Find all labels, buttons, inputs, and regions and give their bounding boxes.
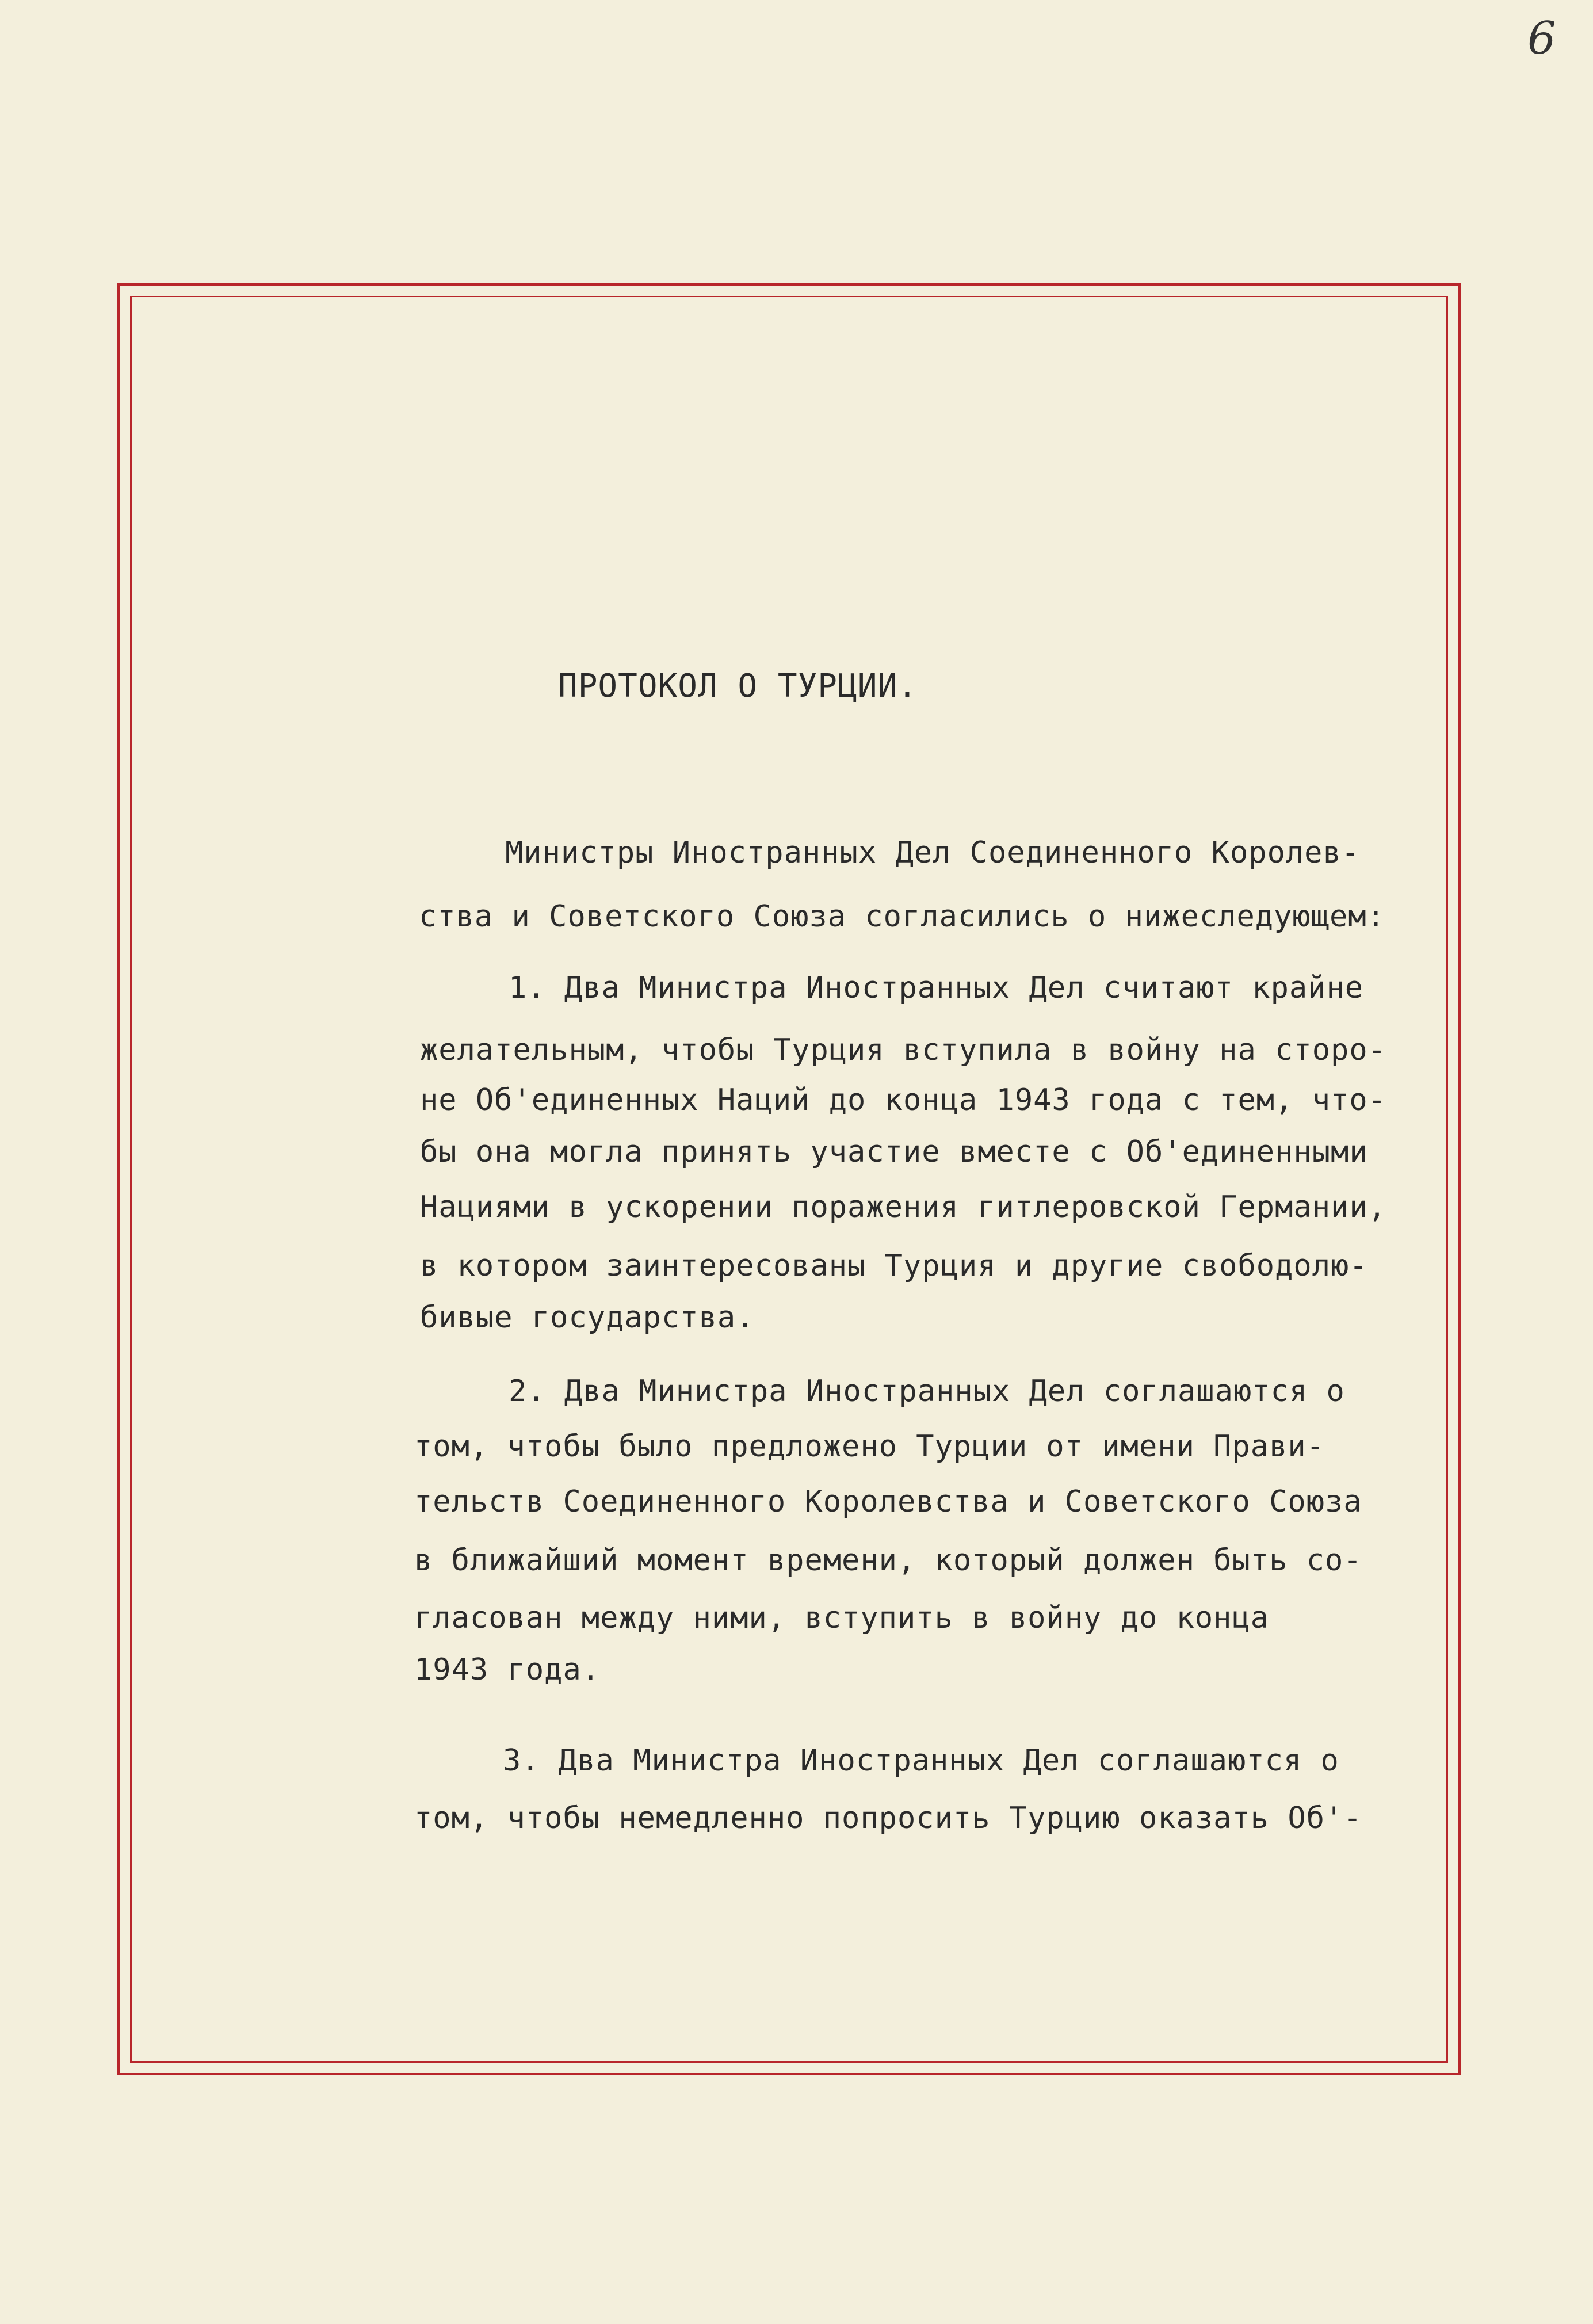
text-line-16: 3. Два Министра Иностранных Дел соглашаются о (503, 1743, 1339, 1778)
text-line-1: Министры Иностранных Дел Соединенного Королев- (505, 835, 1361, 870)
text-line-6: бы она могла принять участие вместе с Об'единенными (420, 1135, 1368, 1169)
text-line-9: бивые государства. (420, 1300, 755, 1335)
page-number: 6 (1527, 13, 1556, 64)
text-line-12: тельств Соединенного Королевства и Советского Союза (414, 1485, 1362, 1519)
text-line-3: 1. Два Министра Иностранных Дел считают крайне (509, 971, 1364, 1005)
text-line-13: в ближайший момент времени, который должен быть со- (414, 1543, 1362, 1578)
text-line-10: 2. Два Министра Иностранных Дел соглашаются о (509, 1374, 1345, 1409)
text-line-7: Нациями в ускорении поражения гитлеровской Германии, (420, 1190, 1386, 1224)
text-line-17: том, чтобы немедленно попросить Турцию оказать Об'- (414, 1801, 1362, 1835)
text-line-4: желательным, чтобы Турция вступила в войну на сторо- (420, 1033, 1386, 1067)
document-title: ПРОТОКОЛ О ТУРЦИИ. (558, 667, 918, 705)
text-line-15: 1943 года. (414, 1653, 601, 1687)
text-line-5: не Об'единенных Наций до конца 1943 года с тем, что- (420, 1083, 1386, 1117)
text-line-11: том, чтобы было предложено Турции от имени Прави- (414, 1429, 1325, 1464)
text-line-14: гласован между ними, вступить в войну до конца (414, 1601, 1270, 1635)
text-line-2: ства и Советского Союза согласились о нижеследующем: (419, 899, 1385, 934)
text-line-8: в котором заинтересованы Турция и другие свободолю- (420, 1249, 1368, 1283)
red-border-inner (130, 296, 1448, 2063)
